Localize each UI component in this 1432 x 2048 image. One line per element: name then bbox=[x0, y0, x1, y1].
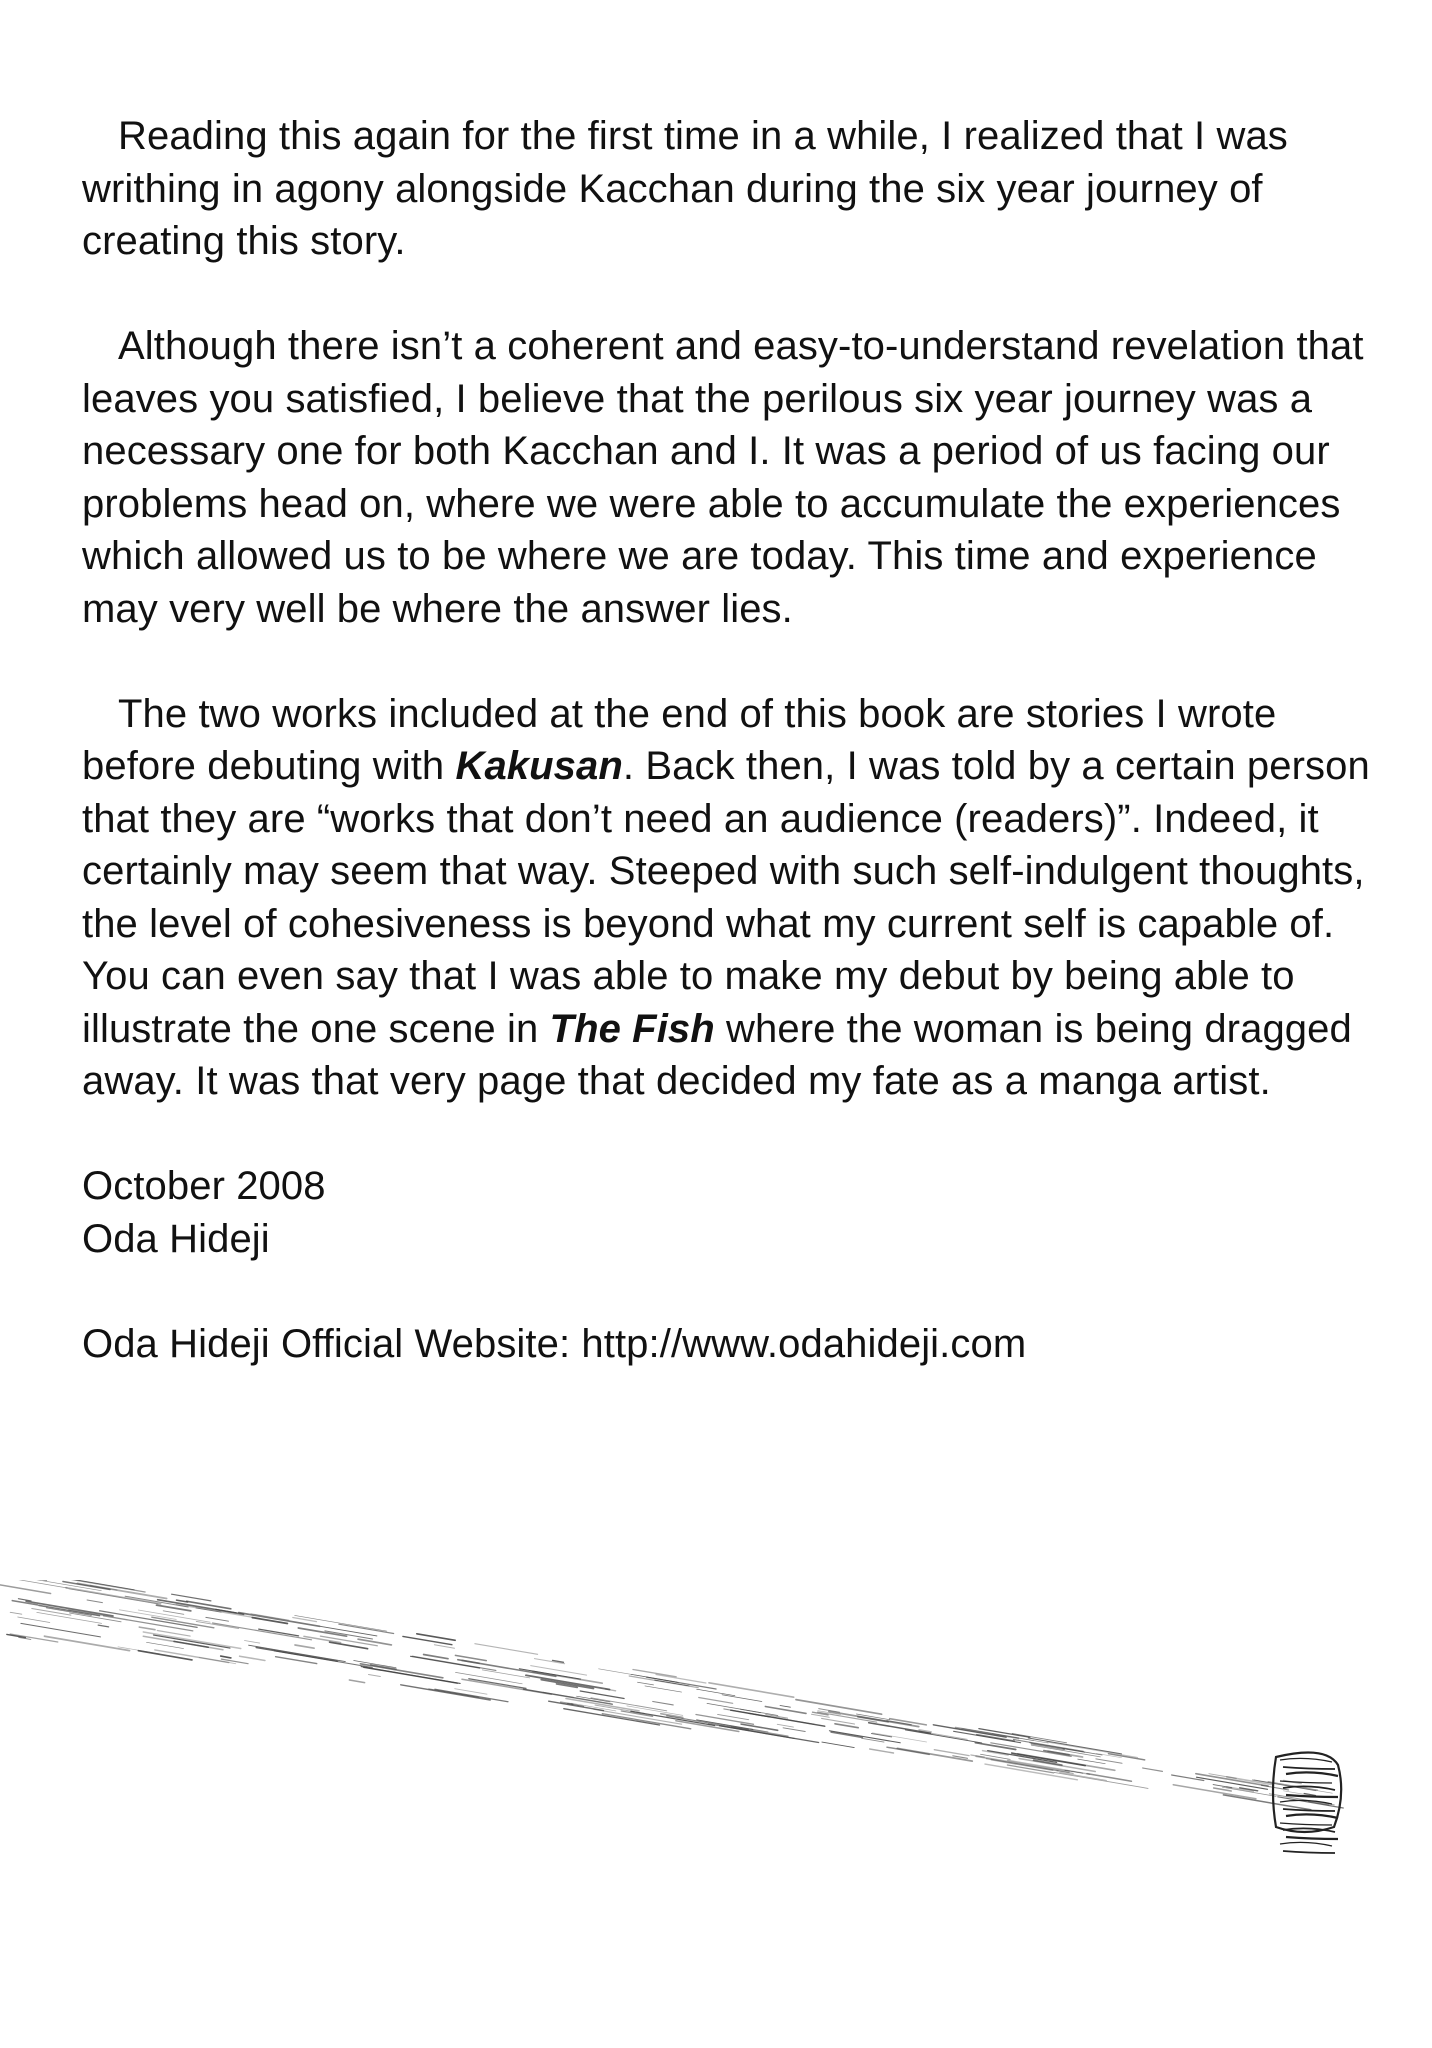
speed-line bbox=[709, 1683, 794, 1697]
speed-line bbox=[645, 1686, 682, 1692]
speed-line bbox=[731, 1710, 825, 1726]
speed-line bbox=[177, 1600, 188, 1602]
speed-line bbox=[1223, 1795, 1311, 1810]
speed-line bbox=[594, 1709, 682, 1724]
paragraph-2: Although there isn’t a coherent and easy-to-understand revelation that leaves you satisfied, I believe that the perilous six year journey was a necessary one for both Kacchan and I. It was a period of us facing our problems head on, where we were able to accumulate the experiences which allowed us to be where we are today. This time and experience may very well be where the answer lies. bbox=[82, 324, 1364, 631]
speed-line bbox=[249, 1645, 346, 1661]
speed-line bbox=[699, 1698, 733, 1704]
title-kakusan: Kakusan bbox=[455, 744, 623, 788]
speed-line bbox=[259, 1629, 299, 1636]
speed-line bbox=[543, 1692, 573, 1697]
speed-line bbox=[87, 1600, 102, 1603]
figure-hatch bbox=[1280, 1758, 1332, 1762]
speed-line bbox=[580, 1691, 624, 1699]
speed-line bbox=[21, 1623, 101, 1637]
speed-line bbox=[1173, 1785, 1256, 1799]
speed-line bbox=[276, 1657, 317, 1664]
speed-line bbox=[1048, 1751, 1083, 1757]
paragraph-3-part-1: The two works included at the end of this book are stories I wrote before debuting with bbox=[82, 691, 1277, 788]
figure-hatch bbox=[1280, 1823, 1332, 1825]
speed-line bbox=[653, 1702, 673, 1705]
speed-line bbox=[213, 1623, 312, 1640]
speed-line bbox=[69, 1589, 158, 1604]
speed-line bbox=[339, 1624, 394, 1633]
speed-line bbox=[1087, 1774, 1131, 1782]
title-the-fish: The Fish bbox=[549, 1006, 715, 1051]
paragraph-3-part-2: . Back then, I was told by a certain person that they are “works that don’t need an audience (readers)”. Indeed, it certainly may seem that way. Steeped with such self-indulgent thoughts, the level of cohesiveness is beyond what my current self is capable of. You can even say that I was able to make my debut by being able to illustrate the one scene in bbox=[82, 744, 1370, 1051]
speed-line bbox=[143, 1632, 240, 1649]
figure-hatch bbox=[1283, 1851, 1335, 1853]
paragraph-3-part-3: where the woman is being dragged away. It was that very page that decided my fate as a manga artist. bbox=[82, 1006, 1352, 1103]
speed-line bbox=[293, 1618, 317, 1622]
speed-lines-sketch-icon bbox=[0, 1580, 1432, 1910]
speed-line bbox=[369, 1675, 381, 1677]
speed-line bbox=[1143, 1768, 1163, 1771]
afterword-text bbox=[82, 110, 1372, 1370]
speed-line bbox=[783, 1728, 805, 1732]
speed-line bbox=[196, 1621, 238, 1628]
speed-line bbox=[295, 1645, 314, 1648]
speed-line bbox=[163, 1611, 184, 1615]
figure-hatch bbox=[1280, 1781, 1332, 1783]
speed-line bbox=[245, 1641, 260, 1644]
speed-line bbox=[98, 1625, 108, 1627]
speed-line bbox=[221, 1656, 231, 1658]
speed-line bbox=[697, 1689, 735, 1696]
speed-line bbox=[403, 1636, 452, 1644]
speed-line bbox=[707, 1703, 778, 1715]
speed-line bbox=[905, 1730, 981, 1743]
speed-line bbox=[361, 1667, 460, 1684]
speed-line bbox=[870, 1749, 894, 1753]
paragraph-3 bbox=[82, 688, 1372, 1108]
signoff-author: Oda Hideji bbox=[82, 1216, 270, 1261]
speed-line bbox=[154, 1635, 230, 1648]
speed-line bbox=[206, 1617, 229, 1621]
speed-line bbox=[822, 1742, 854, 1748]
speed-line bbox=[1196, 1774, 1268, 1786]
signoff-date: October 2008 bbox=[82, 1164, 326, 1208]
speed-line bbox=[638, 1682, 654, 1685]
speed-line bbox=[240, 1656, 265, 1660]
speed-line bbox=[77, 1583, 166, 1598]
speed-line bbox=[0, 1585, 51, 1594]
speed-line bbox=[564, 1709, 660, 1725]
speed-line bbox=[18, 1617, 50, 1623]
speed-line bbox=[862, 1738, 884, 1742]
official-website: Oda Hideji Official Website: http://www.odahideji.com bbox=[82, 1321, 1027, 1366]
signoff bbox=[82, 1160, 1372, 1265]
speed-line bbox=[295, 1615, 387, 1631]
speed-line bbox=[45, 1636, 130, 1650]
speed-line bbox=[100, 1611, 198, 1628]
figure-hatch bbox=[1280, 1842, 1332, 1846]
paragraph-1: Reading this again for the first time in a while, I realized that I was writhing in agony alongside Kacchan during the six year journey of creating this story. bbox=[82, 114, 1288, 263]
speed-line bbox=[1054, 1772, 1148, 1788]
speed-line bbox=[872, 1733, 926, 1742]
speed-line bbox=[722, 1695, 762, 1702]
speed-line bbox=[358, 1639, 391, 1645]
speed-line bbox=[147, 1642, 184, 1648]
figure-hatch bbox=[1286, 1814, 1338, 1818]
speed-line bbox=[1108, 1754, 1144, 1760]
speed-line bbox=[469, 1679, 526, 1689]
speed-line bbox=[822, 1718, 855, 1724]
speed-line bbox=[831, 1732, 862, 1737]
speed-line bbox=[765, 1707, 806, 1714]
figure-hatch bbox=[1286, 1837, 1338, 1839]
speed-line bbox=[10, 1612, 22, 1614]
speed-line bbox=[18, 1599, 31, 1601]
speed-line bbox=[475, 1644, 538, 1655]
figure-hatch bbox=[1286, 1772, 1338, 1776]
figure-outline bbox=[1273, 1753, 1341, 1833]
speed-line bbox=[777, 1724, 793, 1727]
speed-line bbox=[26, 1601, 113, 1616]
speed-line bbox=[780, 1706, 790, 1708]
speed-line bbox=[424, 1655, 448, 1659]
figure-hatch bbox=[1283, 1767, 1335, 1769]
speed-line bbox=[139, 1627, 155, 1630]
speed-line bbox=[349, 1680, 364, 1683]
